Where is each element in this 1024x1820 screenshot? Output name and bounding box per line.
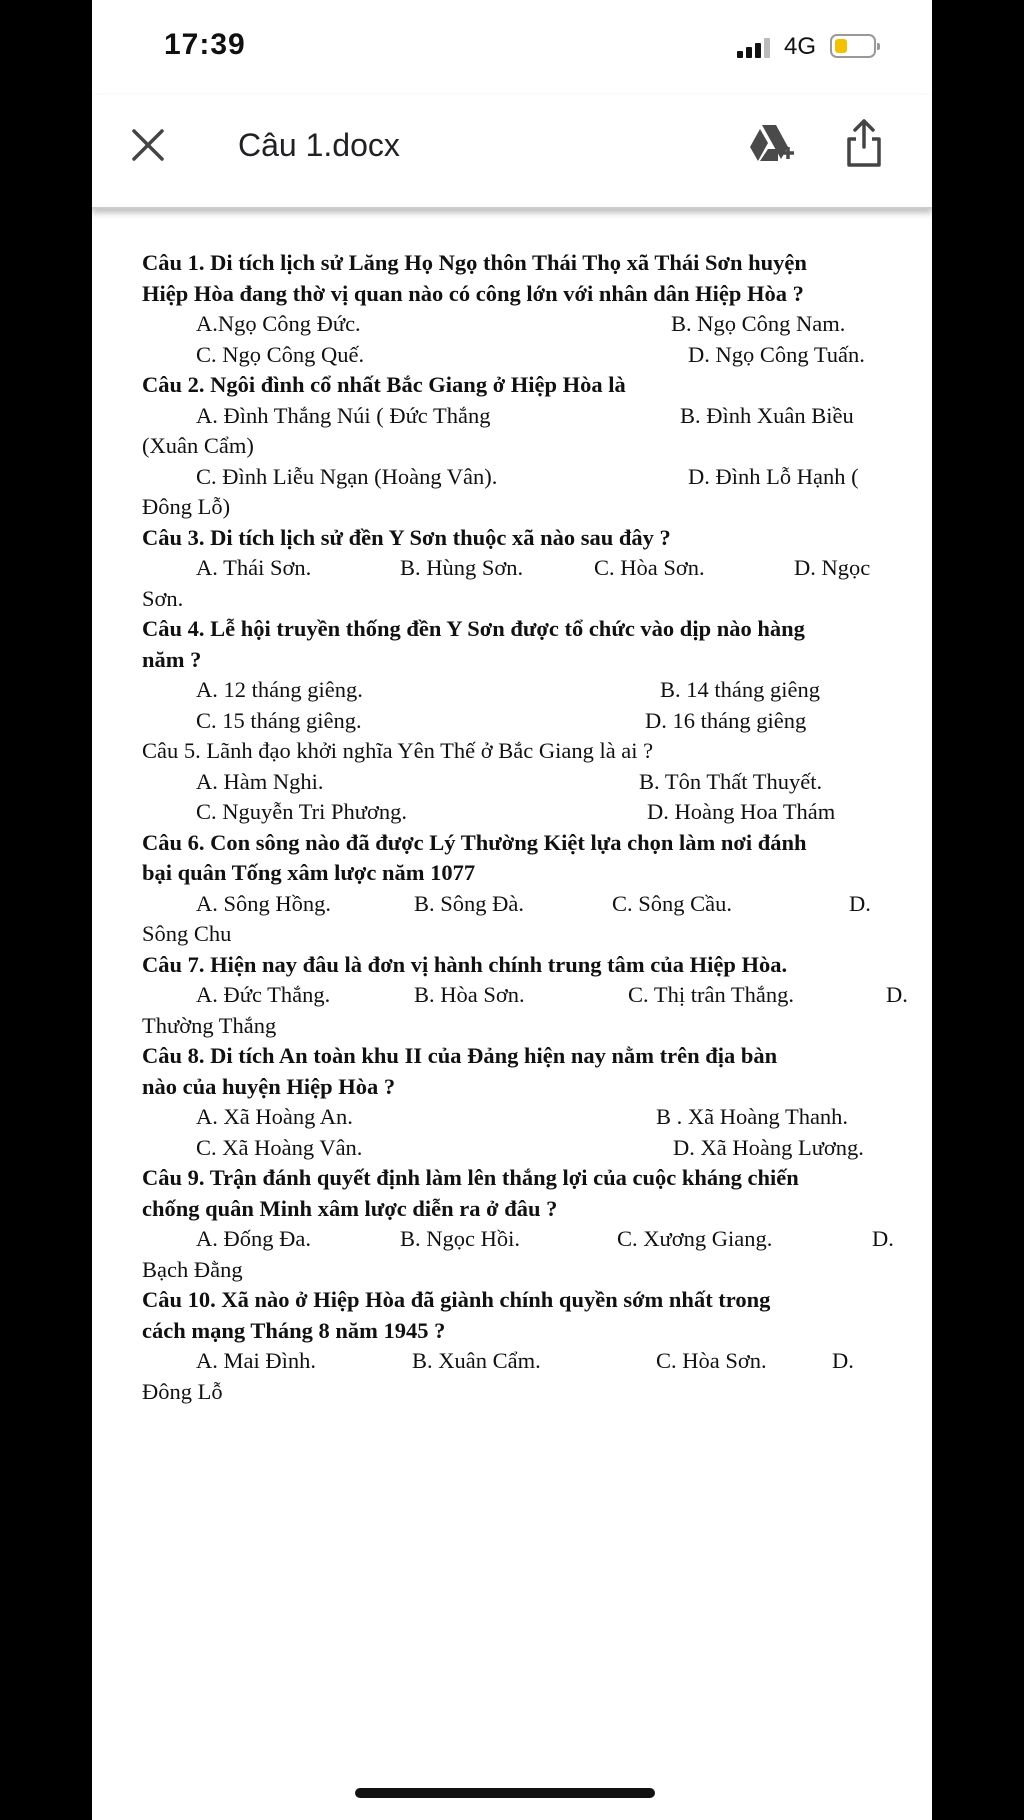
document-title: Câu 1.docx xyxy=(238,127,400,163)
answer-row xyxy=(142,1346,902,1377)
question-6: Câu 6. Con sông nào đã được Lý Thường Kiệt lựa chọn làm nơi đánh xyxy=(142,829,807,855)
app-bar xyxy=(92,95,932,209)
answer-row xyxy=(142,1133,902,1164)
answer-row xyxy=(142,675,902,706)
answer-row xyxy=(142,1102,902,1133)
answer-a: A. Đức Thắng. xyxy=(196,982,331,1007)
answer-b: B. Ngọc Hồi. xyxy=(400,1226,520,1251)
answer-c: C. 15 tháng giêng. xyxy=(196,707,362,733)
document-content xyxy=(142,248,908,1407)
answer-c: C. Sông Cầu. xyxy=(612,890,733,916)
question-2: Câu 2. Ngôi đình cổ nhất Bắc Giang ở Hiệp Hòa là xyxy=(142,372,626,397)
answer-d-wrap: Đông Lỗ) xyxy=(142,494,231,519)
answer-b: B. Đình Xuân Biều xyxy=(680,402,854,428)
add-to-drive-icon[interactable] xyxy=(748,123,796,165)
answer-a: A. Đình Thắng Núi ( Đức Thắng xyxy=(196,402,491,428)
answer-d: D. xyxy=(872,1226,894,1251)
answer-row xyxy=(142,462,902,493)
answer-d-wrap: Sơn. xyxy=(142,585,184,611)
answer-row xyxy=(142,767,902,798)
answer-b: B. 14 tháng giêng xyxy=(660,677,820,702)
answer-row xyxy=(142,1011,902,1042)
answer-c: C. Xương Giang. xyxy=(617,1226,773,1251)
answer-d: D. Đình Lỗ Hạnh ( xyxy=(688,463,859,489)
question-5: Câu 5. Lãnh đạo khởi nghĩa Yên Thế ở Bắc Giang là ai ? xyxy=(142,738,654,763)
answer-d-wrap: Thường Thắng xyxy=(142,1012,277,1038)
answer-row xyxy=(142,553,902,584)
status-bar xyxy=(92,0,932,95)
question-7: Câu 7. Hiện nay đâu là đơn vị hành chính trung tâm của Hiệp Hòa. xyxy=(142,951,788,977)
answer-a: A. Xã Hoàng An. xyxy=(196,1104,353,1129)
answer-row xyxy=(142,980,908,1011)
answer-row xyxy=(142,706,902,737)
answer-c: C. Hòa Sơn. xyxy=(594,555,705,580)
answer-c: C. Hòa Sơn. xyxy=(656,1348,767,1373)
answer-a: A. Mai Đình. xyxy=(196,1348,316,1373)
answer-a: A. Thái Sơn. xyxy=(196,555,312,580)
battery-icon xyxy=(830,34,876,58)
answer-d: D. xyxy=(886,982,908,1007)
question-9-line2: chống quân Minh xâm lược diễn ra ở đâu ? xyxy=(142,1195,558,1221)
answer-row xyxy=(142,431,902,462)
answer-d: D. 16 tháng giêng xyxy=(645,707,807,733)
question-9: Câu 9. Trận đánh quyết định làm lên thắng lợi của cuộc kháng chiến xyxy=(142,1165,799,1190)
answer-row xyxy=(142,1255,902,1286)
question-10: Câu 10. Xã nào ở Hiệp Hòa đã giành chính quyền sớm nhất trong xyxy=(142,1287,771,1312)
answer-d: D. Xã Hoàng Lương. xyxy=(673,1134,864,1160)
answer-row xyxy=(142,584,902,615)
answer-row xyxy=(142,340,902,371)
answer-d: D. Hoàng Hoa Thám xyxy=(647,799,836,824)
answer-a: A. Hàm Nghi. xyxy=(196,768,324,794)
answer-row xyxy=(142,401,902,432)
signal-icon xyxy=(737,38,777,58)
answer-row xyxy=(142,889,902,920)
question-4-line2: năm ? xyxy=(142,646,202,672)
answer-a: A. 12 tháng giêng. xyxy=(196,677,363,702)
answer-b: B. Hùng Sơn. xyxy=(400,555,524,580)
answer-b: B. Sông Đà. xyxy=(414,890,525,916)
answer-a: A. Đống Đa. xyxy=(196,1226,311,1251)
answer-d-wrap: Bạch Đằng xyxy=(142,1256,243,1282)
question-3: Câu 3. Di tích lịch sử đền Y Sơn thuộc xã nào sau đây ? xyxy=(142,524,671,550)
phone-screen xyxy=(92,0,932,1820)
answer-a: A.Ngọ Công Đức. xyxy=(196,311,361,336)
question-8: Câu 8. Di tích An toàn khu II của Đảng hiện nay nằm trên địa bàn xyxy=(142,1043,778,1068)
answer-c: C. Xã Hoàng Vân. xyxy=(196,1134,363,1160)
home-indicator[interactable] xyxy=(355,1788,655,1798)
network-type: 4G xyxy=(784,33,817,60)
answer-row xyxy=(142,1377,902,1408)
answer-c: C. Đình Liễu Ngạn (Hoàng Vân). xyxy=(196,463,498,489)
question-10-line2: cách mạng Tháng 8 năm 1945 ? xyxy=(142,1317,446,1343)
answer-c: C. Ngọ Công Quế. xyxy=(196,341,365,367)
answer-c: C. Thị trân Thắng. xyxy=(628,982,795,1007)
answer-d: D. xyxy=(849,890,871,916)
answer-b: B. Hòa Sơn. xyxy=(414,982,525,1007)
answer-a: A. Sông Hồng. xyxy=(196,890,332,916)
close-icon[interactable] xyxy=(128,125,168,165)
answer-b-wrap: (Xuân Cẩm) xyxy=(142,433,254,458)
status-time: 17:39 xyxy=(164,28,246,61)
answer-b: B . Xã Hoàng Thanh. xyxy=(656,1104,849,1129)
answer-row xyxy=(142,919,902,950)
answer-row xyxy=(142,797,902,828)
answer-b: B. Xuân Cẩm. xyxy=(412,1348,541,1373)
question-1-line2: Hiệp Hòa đang thờ vị quan nào có công lớn với nhân dân Hiệp Hòa ? xyxy=(142,280,804,306)
answer-b: B. Tôn Thất Thuyết. xyxy=(639,768,823,794)
answer-d-wrap: Sông Chu xyxy=(142,921,232,946)
answer-d: D. Ngọ Công Tuấn. xyxy=(688,341,865,367)
answer-row xyxy=(142,492,902,523)
question-6-line2: bại quân Tống xâm lược năm 1077 xyxy=(142,860,476,885)
answer-d: D. Ngọc xyxy=(794,555,871,580)
answer-c: C. Nguyễn Tri Phương. xyxy=(196,799,408,824)
answer-row xyxy=(142,309,902,340)
answer-d: D. xyxy=(832,1348,854,1373)
answer-row xyxy=(142,1224,902,1255)
share-icon[interactable] xyxy=(844,117,884,169)
question-1: Câu 1. Di tích lịch sử Lăng Họ Ngọ thôn Thái Thọ xã Thái Sơn huyện xyxy=(142,250,807,275)
question-8-line2: nào của huyện Hiệp Hòa ? xyxy=(142,1073,396,1099)
answer-d-wrap: Đông Lỗ xyxy=(142,1378,223,1404)
answer-b: B. Ngọ Công Nam. xyxy=(671,311,846,336)
question-4: Câu 4. Lễ hội truyền thống đền Y Sơn được tổ chức vào dịp nào hàng xyxy=(142,616,805,641)
